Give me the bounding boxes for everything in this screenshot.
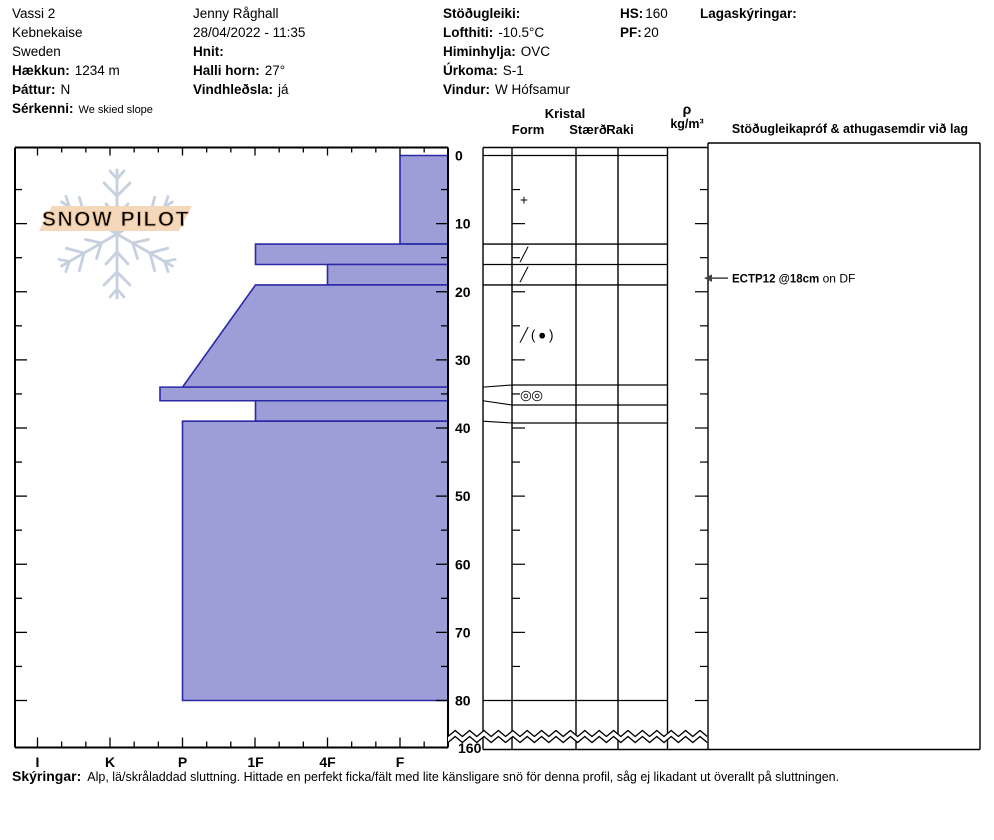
density-unit-header: kg/m³ — [670, 117, 704, 131]
slope-angle-label: Halli horn: — [193, 63, 260, 78]
hardness-tick-label: I — [35, 754, 40, 770]
logo-text: SNOW PILOT — [42, 208, 190, 231]
precip-label: Úrkoma: — [443, 63, 498, 78]
depth-axis-labels — [455, 148, 471, 709]
coords-label: Hnit: — [193, 44, 224, 59]
grain-symbol: + — [520, 192, 528, 208]
observation-datetime: 28/04/2022 - 11:35 — [193, 25, 306, 40]
depth-tick-label: 40 — [455, 420, 471, 436]
wind-value: W Hófsamur — [495, 82, 571, 97]
depth-tick-label: 80 — [455, 692, 471, 709]
airtemp-label: Lofthiti: — [443, 25, 494, 40]
notes-label: Skýringar: — [12, 768, 82, 784]
aspect-label: Þáttur: — [12, 82, 56, 97]
test-result-text: ECTP12 @18cm on DF — [732, 271, 856, 286]
layer-bar — [328, 265, 449, 285]
sky-cover-value: OVC — [520, 44, 551, 59]
grain-symbol: ╱ ( ● ) — [520, 327, 554, 343]
tests-column-header: Stöðugleikapróf & athugasemdir við lag — [731, 122, 969, 136]
grain-symbol: ╱ — [520, 246, 528, 262]
wetness-column-header: Raki — [606, 122, 634, 137]
depth-tick-label: 10 — [455, 215, 471, 232]
grain-symbol: ◎◎ — [520, 387, 543, 403]
depth-tick-label: 30 — [455, 351, 471, 368]
hardness-tick-label: 1F — [247, 754, 264, 770]
feature-label: Sérkenni: — [12, 101, 74, 116]
precip-value: S-1 — [502, 63, 524, 78]
layer-bar — [256, 244, 449, 264]
aspect-value: N — [60, 82, 71, 97]
slope-angle-value: 27° — [264, 63, 286, 78]
snowflake-icon — [55, 170, 179, 298]
depth-tick-label: 20 — [455, 283, 471, 300]
depth-tick-label: 0 — [455, 147, 463, 164]
elevation-label: Hækkun: — [12, 63, 70, 78]
elevation-value: 1234 m — [74, 63, 120, 78]
feature-value: We skied slope — [78, 104, 153, 116]
windloading-value: já — [278, 82, 289, 97]
hardness-tick-label: K — [104, 754, 116, 770]
pf-label: PF: — [620, 25, 642, 40]
layer-bar — [400, 156, 448, 245]
pit-notes — [12, 768, 839, 784]
kristal-header: Kristal — [544, 106, 586, 121]
layer-bar — [160, 387, 448, 401]
hardness-tick-label: P — [177, 754, 188, 770]
stability-label: Stöðugleiki: — [443, 6, 521, 21]
layer-notes-label: Lagaskýringar: — [700, 6, 797, 21]
hs-value: 160 — [645, 6, 668, 21]
stability-tests — [704, 271, 855, 285]
layer-bar — [183, 285, 449, 387]
airtemp-value: -10.5°C — [498, 25, 545, 40]
hardness-tick-label: F — [395, 754, 405, 770]
total-depth-label: 160 — [458, 740, 482, 756]
form-column-header: Form — [511, 122, 545, 137]
country-name: Sweden — [12, 44, 61, 59]
layer-bar — [183, 421, 449, 700]
layer-bar — [256, 401, 449, 421]
sky-cover-label: Himinhylja: — [443, 44, 516, 59]
snowpilot-logo — [39, 170, 192, 298]
depth-tick-label: 50 — [455, 488, 471, 505]
observer-name: Jenny Råghall — [193, 6, 279, 21]
depth-break — [448, 731, 707, 757]
layer-table-grid — [483, 143, 980, 750]
hs-label: HS: — [620, 6, 644, 21]
size-column-header: Stærð — [569, 122, 607, 137]
grain-symbol: ╱ — [520, 267, 528, 283]
windloading-label: Vindhleðsla: — [193, 82, 274, 97]
density-symbol-header: ρ — [682, 101, 692, 117]
wind-label: Vindur: — [443, 82, 490, 97]
pit-name: Vassi 2 — [12, 6, 56, 21]
depth-tick-label: 60 — [455, 556, 471, 573]
pf-value: 20 — [643, 25, 659, 40]
area-name: Kebnekaise — [12, 25, 83, 40]
notes-text: Alp, lä/skråladdad sluttning. Hittade en perfekt ficka/fält med lite känsligare snö för denna profil, såg ej likadant ut överallt på sluttningen. — [87, 770, 840, 784]
depth-tick-label: 70 — [455, 624, 471, 641]
hardness-bars — [160, 156, 448, 701]
hardness-tick-label: 4F — [319, 754, 336, 770]
